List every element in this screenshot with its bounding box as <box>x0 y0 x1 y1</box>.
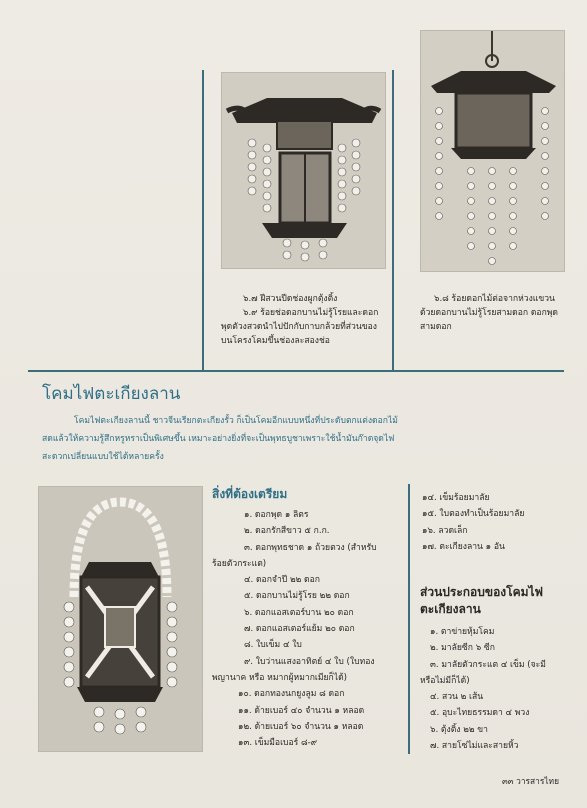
floral-arch-lantern-image <box>39 487 202 751</box>
materials-list-left <box>212 507 404 751</box>
components-item: ๓. มาลัยตัวกระแต ๔ เข็ม (จะมี <box>430 659 546 670</box>
materials-item: ๔. ดอกจำปี ๒๒ ดอก <box>244 575 320 586</box>
caption-figure-6-7-body: ๖.๙ ร้อยช่อดอกบานไม่รู้โรยและดอกพุดตัวงสวดนำไปปักกับกาบกล้วยที่ส่วนของบนโครงโคมขึ้นช่องละสองช่อ <box>221 308 379 346</box>
lantern-photo-hanging <box>420 30 565 272</box>
materials-item: ๙. ใบว่านแสงอาทิตย์ ๔ ใบ (ใบทอง <box>244 656 375 667</box>
components-item: ๖. ตุ้งติ้ง ๒๒ ขา <box>430 724 488 735</box>
section-title: โคมไฟตะเกียงลาน <box>42 384 181 404</box>
components-item: หรือไม่มีก็ได้) <box>420 675 470 686</box>
materials-item: ๑๔. เข็มร้อยมาลัย <box>422 493 490 503</box>
caption-figure-6-8-body: ๖.๘ ร้อยดอกไม้ต่อจากห่วงแขวนด้วยดอกบานไม่รู้โรยสามดอก ดอกพุดสามดอก <box>420 294 559 332</box>
materials-item: ๑๒. ด้ายเบอร์ ๖๐ จำนวน ๑ หลอด <box>238 721 364 732</box>
section-intro <box>42 412 402 466</box>
caption-figure-6-7 <box>221 292 386 348</box>
section-intro-text: โคมไฟตะเกียงลานนี้ ชาวจีนเรียกตะเกียงรั้ว ก็เป็นโคมอีกแบบหนึ่งที่ประดับตกแต่งดอกไม้สดแล้วให้ความรู้สึกหรูหราเป็นพิเศษขึ้น เหมาะอย่างยิ่งที่จะเป็นพุทธบูชาเพราะใช้น้ำมันก๊าดจุดไฟสะดวกเปลี่ยนแบบใช้ได้หลายครั้ง <box>42 416 398 462</box>
materials-item: ๑๗. ตะเกียงลาน ๑ อัน <box>422 541 505 552</box>
materials-item: ๑๐. ดอกทองนกยูงลูม ๘ ดอก <box>238 689 345 700</box>
materials-heading: สิ่งที่ต้องเตรียม <box>212 487 288 501</box>
column-divider-bottom <box>408 484 410 754</box>
materials-item: ๑๓. เข็มมือเบอร์ ๘-๙ <box>238 738 318 749</box>
lantern-photo-hexagon <box>221 72 386 269</box>
materials-item: ๘. ใบเข็ม ๔ ใบ <box>244 640 302 651</box>
materials-item: ๒. ดอกรักสีขาว ๕ ก.ก. <box>244 526 330 537</box>
caption-figure-6-8 <box>420 292 565 334</box>
column-divider-top <box>202 70 204 370</box>
components-item: ๕. อุบะไทยธรรมดา ๔ พวง <box>430 708 530 719</box>
components-item: ๔. สวน ๒ เส้น <box>430 692 484 703</box>
hanging-lantern-image <box>421 31 564 271</box>
materials-item: พญานาค หรือ หมากผู้หมากเมียก็ได้) <box>212 672 348 683</box>
components-heading-line-2: ตะเกียงลาน <box>420 602 481 616</box>
hexagon-lantern-image <box>222 73 385 268</box>
section-divider <box>28 370 564 372</box>
materials-item: ร้อยตัวกระแต) <box>212 558 267 569</box>
page-footer: ๓๓ วารสารไทย <box>502 776 559 786</box>
components-item: ๒. มาลัยซีก ๖ ซีก <box>430 643 495 654</box>
components-heading <box>420 584 570 618</box>
materials-item: ๑๖. ลวดเล็ก <box>422 525 468 536</box>
materials-list-right <box>420 490 570 555</box>
materials-item: ๑. ดอกพุด ๑ ลิตร <box>244 510 309 520</box>
materials-item: ๑๕. ใบตองทำเป็นร้อยมาลัย <box>422 509 525 520</box>
column-divider-top-right <box>392 70 394 370</box>
materials-item: ๗. ดอกแอสเตอร์แย้ม ๒๐ ดอก <box>244 624 355 635</box>
components-list <box>420 624 570 754</box>
materials-item: ๓. ดอกพุทธชาด ๑ ถ้วยตวง (สำหรับ <box>244 542 377 553</box>
components-item: ๑. ตาข่ายหุ้มโคม <box>430 627 495 637</box>
caption-figure-6-7-title: ๖.๗ ฝีสวนปีดช่องผูกตุ้งติ้ง <box>243 294 338 304</box>
lantern-photo-floral-arch <box>38 486 203 752</box>
materials-item: ๖. ดอกแอสเตอร์บาน ๒๐ ดอก <box>244 607 354 618</box>
components-heading-line-1: ส่วนประกอบของโคมไฟ <box>420 585 544 599</box>
materials-item: ๑๑. ด้ายเบอร์ ๔๐ จำนวน ๑ หลอด <box>238 705 365 716</box>
materials-item: ๕. ดอกบานไม่รู้โรย ๒๒ ดอก <box>244 591 350 602</box>
components-item: ๗. สายโซ่ไม่และสายหิ้ว <box>430 741 519 752</box>
